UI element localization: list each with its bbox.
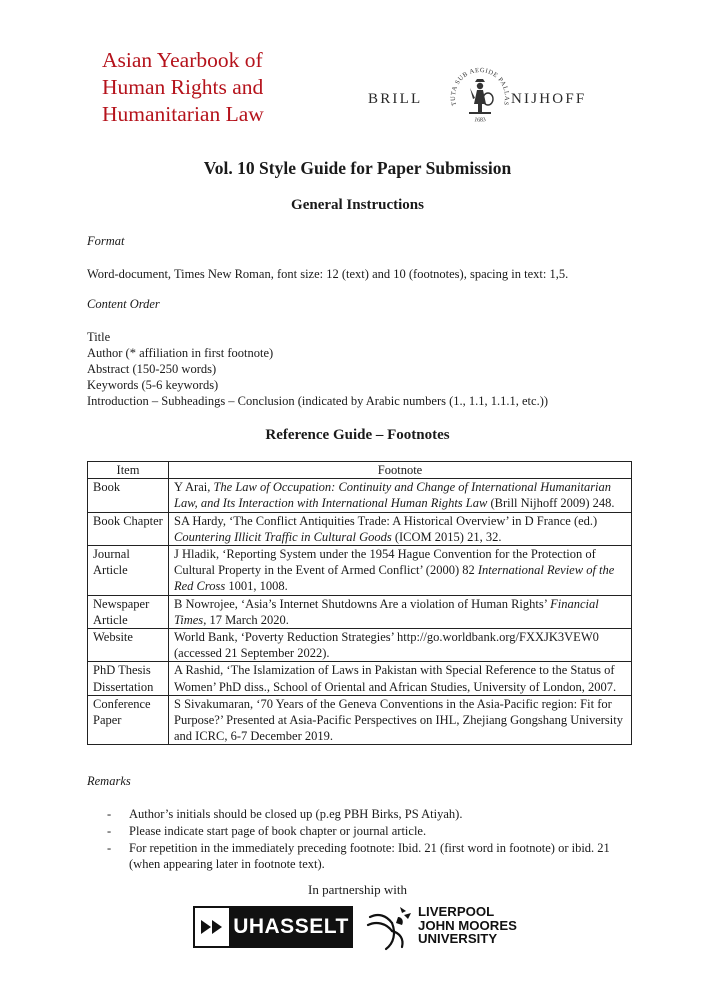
content-order-item: Abstract (150-250 words) xyxy=(87,362,217,376)
brill-nijhoff-logo xyxy=(362,60,627,136)
bullet-dash: - xyxy=(107,807,112,821)
remarks-list xyxy=(107,806,632,873)
nijhoff-word: NIJHOFF xyxy=(511,91,587,107)
footnote-text: 1001, 1008. xyxy=(225,579,288,594)
reference-guide-heading: Reference Guide – Footnotes xyxy=(265,427,450,443)
footnote-text: , 17 March 2020. xyxy=(203,612,289,627)
bullet-dash: - xyxy=(107,824,112,838)
content-order-item: Author (* affiliation in first footnote) xyxy=(87,346,274,360)
table-cell-item: Book xyxy=(88,479,169,512)
footnote-italic-text: The Law of Occupation: Continuity and Change of International Humanitarian Law, and Its Interaction with International Human Rights Law xyxy=(174,480,612,511)
remark-item xyxy=(107,823,632,839)
format-label: Format xyxy=(87,234,125,248)
footnote-text: (Brill Nijhoff 2009) 248. xyxy=(487,496,615,511)
footnote-text: A Rashid, ‘The Islamization of Laws in Pakistan with Special Reference to the Status of Women’ PhD diss., School of Oriental and African Studies, University of London, 2007. xyxy=(174,663,617,694)
table-cell-footnote xyxy=(169,695,632,745)
remark-text: Author’s initials should be closed up (p.eg PBH Birks, PS Atiyah). xyxy=(129,807,463,821)
table-header-row xyxy=(88,462,632,479)
table-cell-footnote xyxy=(169,546,632,596)
table-cell-footnote xyxy=(169,479,632,512)
table-cell-footnote xyxy=(169,512,632,545)
content-order-label: Content Order xyxy=(87,297,160,311)
journal-title-line: Asian Yearbook of xyxy=(102,48,263,72)
table-cell-item: Journal Article xyxy=(88,546,169,596)
ljmu-wordmark xyxy=(418,905,517,946)
document-title: Vol. 10 Style Guide for Paper Submission xyxy=(203,158,512,178)
table-cell-footnote xyxy=(169,629,632,662)
seal-text: TUTA SUB AEGIDE PALLAS xyxy=(449,66,511,107)
remark-item xyxy=(107,806,632,822)
footnote-text: S Sivakumaran, ‘70 Years of the Geneva Conventions in the Asia-Pacific region: Fit for Purpose?’ Presented at Asia-Pacific Perspectives on IHL, Zhejiang Gongshang University and ICRC, 6-7 December 2019. xyxy=(174,696,623,744)
table-row xyxy=(88,629,632,662)
liver-bird-icon xyxy=(364,903,416,953)
content-order-list xyxy=(87,329,647,409)
athena-seal-icon xyxy=(447,64,513,130)
remark-item xyxy=(107,840,632,872)
general-instructions-heading: General Instructions xyxy=(291,197,424,213)
table-cell-item: Conference Paper xyxy=(88,695,169,745)
bullet-dash: - xyxy=(107,841,112,855)
footnote-text: B Nowrojee, ‘Asia’s Internet Shutdowns Are a violation of Human Rights’ xyxy=(174,596,551,611)
remark-text: Please indicate start page of book chapter or journal article. xyxy=(129,824,427,838)
table-cell-footnote xyxy=(169,595,632,628)
table-cell-item: Book Chapter xyxy=(88,512,169,545)
table-row xyxy=(88,662,632,695)
table-cell-item: PhD Thesis Dissertation xyxy=(88,662,169,695)
ljmu-logo xyxy=(364,903,534,953)
table-row xyxy=(88,479,632,512)
content-order-item: Title xyxy=(87,330,111,344)
table-cell-item: Website xyxy=(88,629,169,662)
table-row xyxy=(88,695,632,745)
fast-forward-icon xyxy=(195,908,231,946)
ljmu-line: JOHN MOORES xyxy=(418,917,517,933)
svg-text:1683 xyxy=(474,117,487,124)
journal-title-line: Humanitarian Law xyxy=(102,102,264,126)
uhasselt-logo xyxy=(193,906,353,948)
footnote-text: (ICOM 2015) 21, 32. xyxy=(391,529,502,544)
brill-word: BRILL xyxy=(368,91,423,107)
footnote-text: Y Arai, xyxy=(174,480,214,495)
content-order-item: Introduction – Subheadings – Conclusion (indicated by Arabic numbers (1., 1.1, 1.1.1, etc.)) xyxy=(87,394,549,408)
footnote-italic-text: Financial Times xyxy=(174,596,599,627)
table-cell-footnote xyxy=(169,662,632,695)
footnote-text: J Hladik, ‘Reporting System under the 1954 Hague Convention for the Protection of Cultural Property in the Event of Armed Conflict’ (2000) 82 xyxy=(174,547,596,578)
column-header-footnote: Footnote xyxy=(169,462,632,479)
footnote-italic-text: International Review of the Red Cross xyxy=(174,563,615,594)
table-cell-item: Newspaper Article xyxy=(88,595,169,628)
seal-year: 1683 xyxy=(473,117,487,124)
ljmu-line: UNIVERSITY xyxy=(418,931,498,946)
content-order-item: Keywords (5-6 keywords) xyxy=(87,378,219,392)
table-row xyxy=(88,546,632,596)
footnote-text: SA Hardy, ‘The Conflict Antiquities Trade: A Historical Overview’ in D France (ed.) xyxy=(174,513,598,528)
remark-text: For repetition in the immediately preceding footnote: Ibid. 21 (first word in footnote) or ibid. 21 (when appearing later in footnote text). xyxy=(129,841,610,871)
journal-title xyxy=(102,47,264,128)
partnership-text: In partnership with xyxy=(308,882,407,897)
footnote-text: World Bank, ‘Poverty Reduction Strategies’ http://go.worldbank.org/FXXJK3VEW0 (accessed 21 September 2022). xyxy=(174,630,599,661)
journal-title-line: Human Rights and xyxy=(102,75,264,99)
format-text: Word-document, Times New Roman, font size: 12 (text) and 10 (footnotes), spacing in text: 1,5. xyxy=(87,267,569,281)
footnote-italic-text: Countering Illicit Traffic in Cultural Goods xyxy=(174,529,392,544)
table-row xyxy=(88,595,632,628)
ljmu-line: LIVERPOOL xyxy=(418,904,495,919)
table-row xyxy=(88,512,632,545)
remarks-label: Remarks xyxy=(87,774,131,788)
column-header-item: Item xyxy=(88,462,169,479)
reference-table xyxy=(87,461,632,745)
uhasselt-wordmark: UHASSELT xyxy=(231,908,351,946)
